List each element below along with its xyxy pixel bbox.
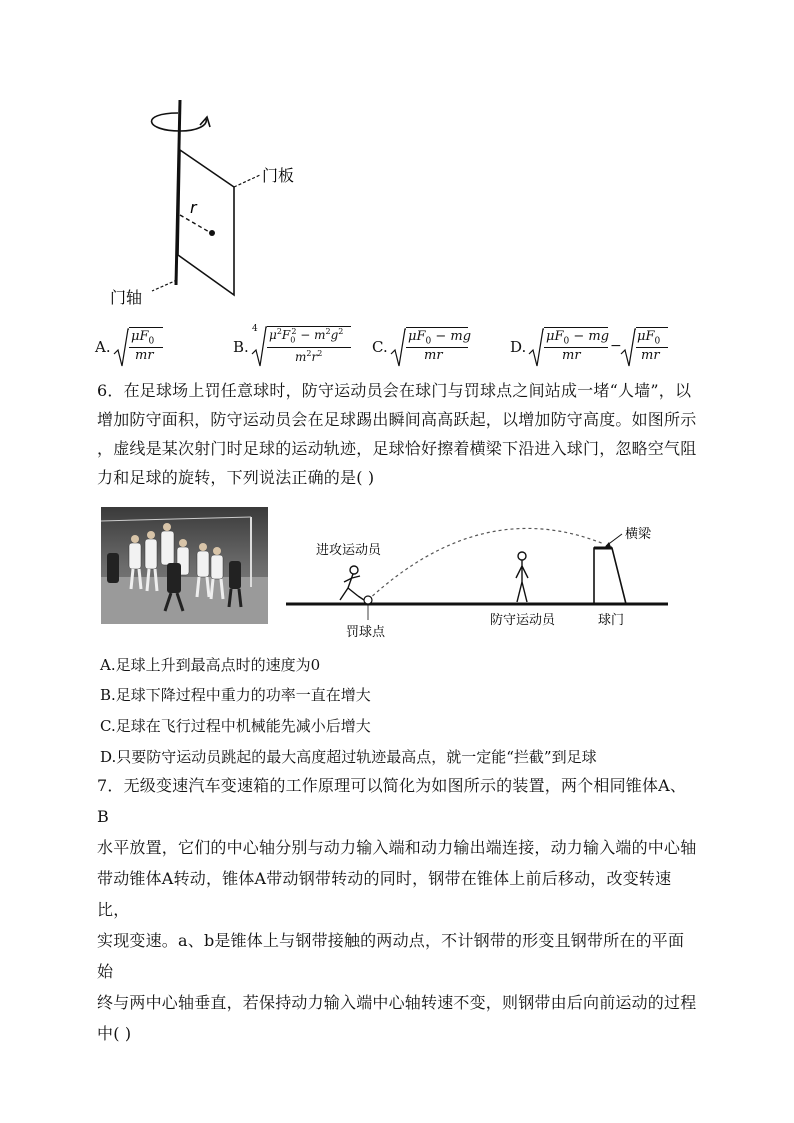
q6-option-a: A.足球上升到最高点时的速度为0 (100, 656, 321, 674)
door-figure (100, 95, 330, 320)
door-panel (178, 150, 234, 295)
ball (364, 596, 372, 604)
goal-label: 球门 (598, 613, 625, 628)
attacker-figure (340, 566, 364, 600)
q6-line-3: ，虚线是某次射门时足球的运动轨迹，足球恰好擦着横梁下沿进入球门，忽略空气阻 (97, 439, 697, 458)
goal-frame (594, 548, 626, 604)
trajectory-diagram (282, 520, 677, 645)
sqrt-icon (113, 328, 129, 368)
defender-label: 防守运动员 (490, 613, 556, 628)
q5-option-a: A. $\mu F_0$ mr (95, 326, 205, 370)
q7-line-5: 终与两中心轴垂直，若保持动力输入端中心轴转速不变，则钢带由后向前运动的过程 (97, 993, 697, 1012)
q5-option-d: D. $\mu F_0$ − mg mr − $\mu F_0$ mr (510, 326, 670, 370)
q6-line-4: 力和足球的旋转，下列说法正确的是( ) (97, 468, 375, 487)
q5-option-c: C. $\mu F_0$ − mg mr (372, 326, 482, 370)
door-panel-label: 门板 (262, 166, 295, 185)
free-kick-photo (101, 507, 268, 624)
door-axis-label: 门轴 (110, 288, 143, 307)
q7-line-4: 实现变速。a、b是锥体上与钢带接触的两动点，不计钢带的形变且钢带所在的平面始 (97, 931, 685, 981)
defender-figure (516, 552, 528, 602)
sqrt-icon (620, 328, 636, 368)
q7-line-1: 7．无级变速汽车变速箱的工作原理可以简化为如图所示的装置，两个相同锥体A、B (97, 776, 687, 826)
contact-point (209, 230, 215, 236)
q7-line-6: 中( ) (97, 1024, 132, 1043)
q6-line-2: 增加防守面积，防守运动员会在足球踢出瞬间高高跃起，以增加防守高度。如图所示 (97, 410, 697, 429)
radius-label: r (190, 198, 197, 217)
ball-trajectory (368, 528, 604, 600)
q7-line-2: 水平放置，它们的中心轴分别与动力输入端和动力输出端连接，动力输入端的中心轴 (97, 838, 697, 857)
sqrt-icon (390, 328, 406, 368)
q6-option-c: C.足球在飞行过程中机械能先减小后增大 (100, 717, 371, 735)
fourth-root-icon (251, 326, 267, 368)
q6-line-1: 6．在足球场上罚任意球时，防守运动员会在球门与罚球点之间站成一堵“人墙”，以 (97, 381, 692, 400)
penalty-spot-label: 罚球点 (346, 625, 386, 640)
q7-stem (97, 770, 697, 1049)
q6-stem (97, 376, 697, 492)
crossbar-label: 横梁 (625, 527, 652, 542)
q7-line-3: 带动锥体A转动，锥体A带动钢带转动的同时，钢带在锥体上前后移动，改变转速比， (97, 869, 672, 919)
q6-option-b: B.足球下降过程中重力的功率一直在增大 (100, 686, 371, 704)
q6-option-d: D.只要防守运动员跳起的最大高度超过轨迹最高点，就一定能“拦截”到足球 (100, 748, 597, 766)
attacker-label: 进攻运动员 (316, 543, 382, 558)
sqrt-icon (528, 328, 544, 368)
q5-option-b: B. 4 $\mu^2F_0^2 - m^2g^2$ $m^2r^2$ (233, 322, 363, 370)
